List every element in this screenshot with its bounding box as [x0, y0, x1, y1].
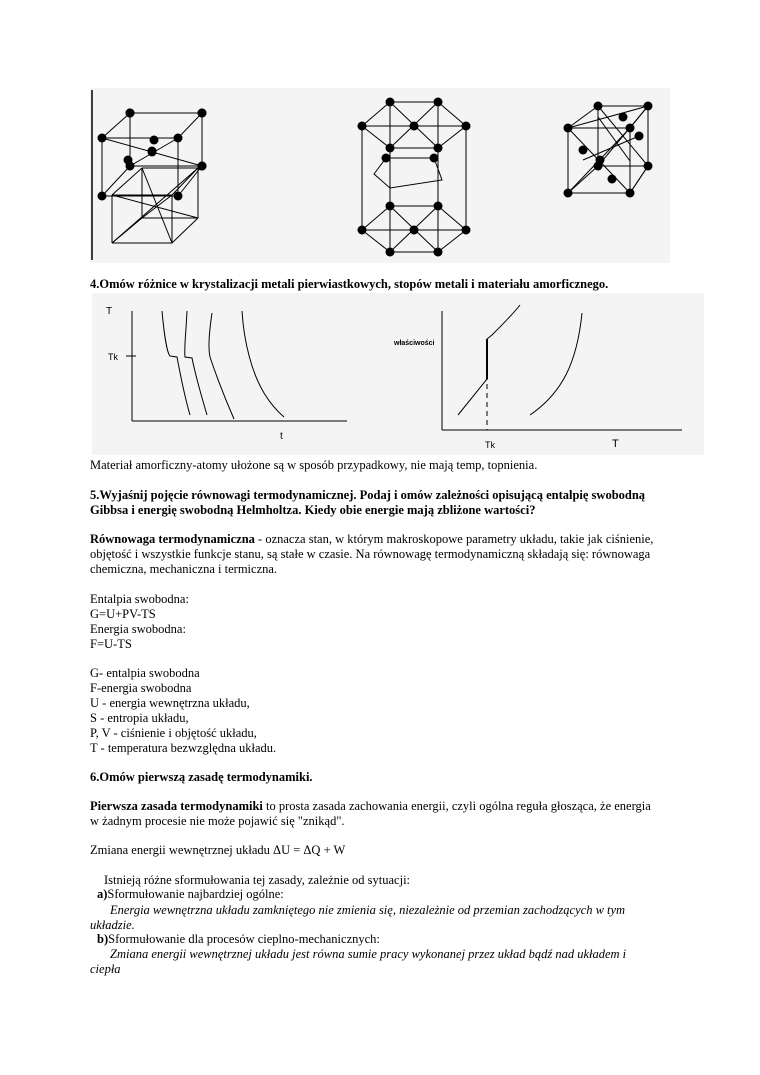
q6-item-b-text-line2: ciepła	[90, 962, 121, 976]
legend-item: T - temperatura bezwzględna układu.	[90, 741, 277, 755]
q5-definition-text1: - oznacza stan, w którym makroskopowe parametry układu, takie jak ciśnienie,	[254, 532, 654, 546]
legend-item: U - energia wewnętrzna układu,	[90, 696, 250, 710]
legend-item: P, V - ciśnienie i objętość układu,	[90, 726, 257, 740]
property-y-label: właściwości	[394, 340, 435, 347]
q6-definition-line1	[90, 799, 651, 814]
formula-gibbs: G=U+PV-TS	[90, 607, 156, 621]
q4-heading: 4.Omów różnice w krystalizacji metali pierwiastkowych, stopów metali i materiału amorficznego.	[90, 277, 609, 291]
q4-answer: Materiał amorficzny-atomy ułożone są w sposób przypadkowy, nie mają temp, topnienia.	[90, 458, 538, 472]
cooling-y-label: T	[106, 306, 113, 317]
q6-definition-line2: w żadnym procesie nie może pojawić się "znikąd".	[90, 814, 345, 828]
q6-definition-text1: to prosta zasada zachowania energii, czyli ogólna reguła głosząca, że energia	[262, 799, 651, 813]
cooling-x-label: t	[280, 431, 283, 442]
q5-definition-term: Równowaga termodynamiczna	[90, 532, 255, 546]
q6-definition-term: Pierwsza zasada termodynamiki	[90, 799, 263, 813]
cooling-curves-chart	[92, 293, 704, 455]
q6-item-a-label: Sformułowanie najbardziej ogólne:	[107, 887, 284, 901]
property-x-label: T	[612, 438, 619, 450]
legend-item: F-energia swobodna	[90, 681, 192, 695]
property-tk-label: Tk	[485, 440, 495, 450]
q6-item-a	[97, 887, 284, 902]
q6-item-b-text-line1: Zmiana energii wewnętrznej układu jest równa sumie pracy wykonanej przez układ bądź nad układem i	[110, 947, 627, 961]
q6-item-b	[97, 932, 380, 947]
cooling-tk-label: Tk	[108, 352, 118, 362]
q6-item-b-label: Sformułowanie dla procesów cieplno-mechanicznych:	[108, 932, 380, 946]
legend-item: G- entalpia swobodna	[90, 666, 200, 680]
q5-definition-line3: chemiczna, mechaniczna i termiczna.	[90, 562, 278, 576]
q5-heading-line2: Gibbsa i energię swobodną Helmholtza. Kiedy obie energie mają zbliżone wartości?	[90, 503, 536, 517]
formula-label-gibbs: Entalpia swobodna:	[90, 592, 189, 606]
q6-intro: Istnieją różne sformułowania tej zasady, zależnie od sytuacji:	[104, 873, 411, 887]
q6-item-a-text-line2: układzie.	[90, 918, 135, 932]
q6-item-a-text-line1: Energia wewnętrzna układu zamkniętego nie zmienia się, niezależnie od przemian zachodzących w tym	[110, 903, 626, 917]
q5-definition-line2: objętość i wszystkie funkcje stanu, są stałe w czasie. Na równowagę termodynamiczną składają się: równowaga	[90, 547, 651, 561]
formula-helmholtz: F=U-TS	[90, 637, 132, 651]
crystal-lattices-figure	[90, 88, 670, 263]
q6-formula: Zmiana energii wewnętrznej układu ΔU = ΔQ + W	[90, 843, 346, 857]
q5-definition-line1	[90, 532, 653, 547]
q6-item-b-marker: b)	[97, 932, 109, 946]
formula-label-helmholtz: Energia swobodna:	[90, 622, 186, 636]
q6-item-a-marker: a)	[97, 887, 108, 901]
legend-item: S - entropia układu,	[90, 711, 189, 725]
q5-heading-line1: 5.Wyjaśnij pojęcie równowagi termodynamicznej. Podaj i omów zależności opisującą entalpię swobodną	[90, 488, 646, 502]
q6-heading: 6.Omów pierwszą zasadę termodynamiki.	[90, 770, 313, 784]
